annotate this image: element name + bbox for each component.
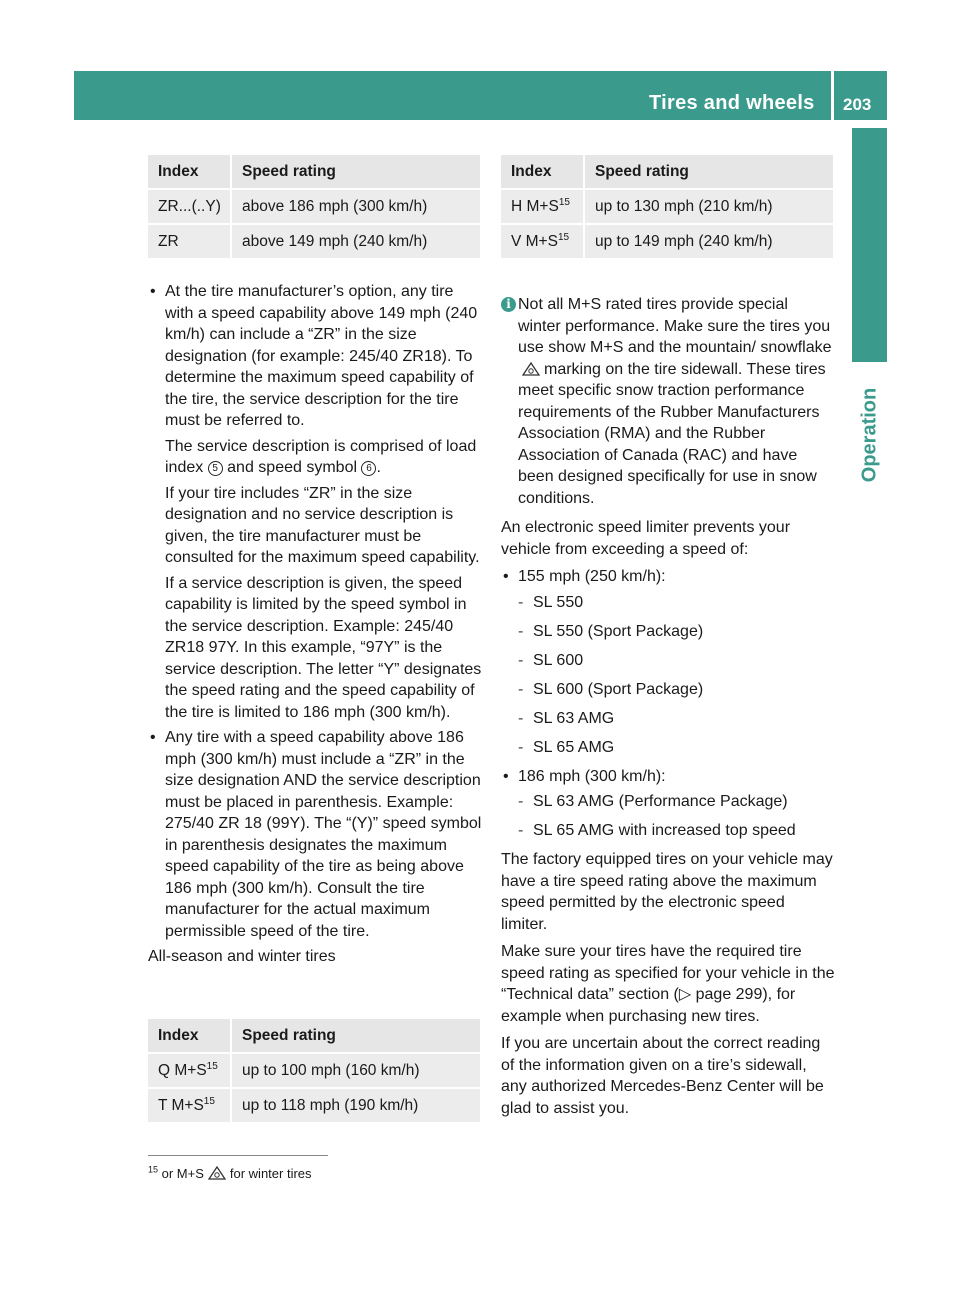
left-column bbox=[148, 281, 482, 974]
info-icon: i bbox=[501, 297, 516, 312]
list-item: - SL 65 AMG bbox=[518, 738, 615, 756]
col-speed: Speed rating bbox=[232, 1019, 480, 1054]
col-speed: Speed rating bbox=[232, 155, 480, 190]
list-item: - SL 600 bbox=[518, 651, 584, 669]
col-index: Index bbox=[501, 155, 585, 190]
list-item: - SL 63 AMG (Performance Package) bbox=[518, 793, 788, 810]
speed-rating-table-winter-2 bbox=[501, 155, 833, 260]
table-row: V $M+S^{15}$ up to 149 mph (240 km/h) bbox=[501, 225, 833, 260]
info-note: i Not all M+S rated tires provide special winter performance. Make sure the tires you use show M+S and the mountain/ snowflakemarking on the tire sidewall. These tires meet specific snow traction performance requirements of the Rubber Manufacturers Association (RMA) and the Rubber Association of Canada (RAC) and have been designed specifically for use in snow conditions. bbox=[501, 294, 835, 509]
page-ref-arrow-icon: ▷ bbox=[678, 986, 692, 1003]
list-item: - SL 63 AMG bbox=[518, 709, 615, 727]
mountain-snowflake-icon bbox=[208, 1166, 226, 1180]
right-column: i Not all M+S rated tires provide special winter performance. Make sure the tires you use show M+S and the mountain/ snowflakemarking on the tire sidewall. These tires meet specific snow traction performance requirements of the Rubber Manufacturers Association (RMA) and the Rubber Association of Canada (RAC) and have been designed specifically for use in snow conditions. An electronic speed limiter prevents your vehicle from exceeding a speed of: • 155 mph (250 km/h): - SL 550 - SL 550 (Sport Package) - SL 600 - SL 600 (Sport Package) - SL 63 AMG - SL 65 AMG • 186 mph (300 km/h): - SL 63 AMG (Performance Package) - SL 65 AMG with increased top speed The factory equipped tires on your vehicle may have a tire speed rating above the maximum speed permitted by the electronic speed limiter. Make sure your tires have the required tire speed rating as specified for your vehicle in the “Technical data” section (▷ page 299), for example when purchasing new tires. If you are uncertain about the correct reading of the information given on a tire’s sidewall, any authorized Mercedes-Benz Center will be glad to assist you. bbox=[501, 296, 835, 1117]
callout-6: 6 bbox=[361, 461, 376, 476]
section-title: Tires and wheels bbox=[649, 92, 815, 114]
col-speed: Speed rating bbox=[585, 155, 833, 190]
model-list-2 bbox=[501, 791, 835, 842]
speed-rating-table-zr bbox=[148, 155, 480, 260]
footnote-rule bbox=[148, 1155, 328, 1156]
page-number: 203 bbox=[843, 95, 872, 114]
list-item: • Any tire with a speed capability above 186 mph (300 km/h) must include a “ZR” in the size designation AND the service description must be placed in parenthesis. Example: 275/40 ZR 18 (99Y). The “(Y)” speed symbol in parenthesis designates the maximum speed capability of the tire as being above 186 mph (300 km/h). Consult the tire manufacturer for the actual maximum permissible speed of the tire. bbox=[150, 729, 482, 940]
table-row: T $M+S^{15}$ up to 118 mph (190 km/h) bbox=[148, 1089, 480, 1124]
table-row: ZR above 149 mph (240 km/h) bbox=[148, 225, 480, 260]
table-row: ZR...(..Y) above 186 mph (300 km/h) bbox=[148, 190, 480, 225]
footnote: $^{15}$ or M+S for winter tires bbox=[148, 1164, 312, 1181]
list-item: • At the tire manufacturer’s option, any tire with a speed capability above 149 mph (240 km/h) can include a “ZR” in the size designation (for example: 245/40 ZR18). To determine the maximum speed capability of the tire, the service description for the tire must be referred to. The service description is comprised of load index 5 and speed symbol 6 . If your tire includes “ZR” in the size designation and no service description is given, the tire manufacturer must be consulted for the maximum speed capability. If a service description is given, the speed capability is limited by the speed symbol in the service description. Example: 245/40 ZR18 97Y. In this example, “97Y” is the service description. The letter “Y” designates the speed rating and the speed capability of the tire is limited to 186 mph (300 km/h). bbox=[150, 283, 482, 721]
speed-rating-table-winter-1 bbox=[148, 1019, 480, 1124]
subheading: All-season and winter tires bbox=[148, 948, 336, 965]
callout-5: 5 bbox=[208, 461, 223, 476]
list-item: - SL 550 (Sport Package) bbox=[518, 622, 704, 640]
header-divider bbox=[831, 71, 834, 120]
list-item: - SL 65 AMG with increased top speed bbox=[518, 822, 796, 839]
list-item: - SL 600 (Sport Package) bbox=[518, 680, 704, 698]
col-index: Index bbox=[148, 1019, 232, 1054]
list-item: • 186 mph (300 km/h): bbox=[503, 767, 666, 785]
mountain-snowflake-icon bbox=[522, 362, 540, 376]
table-row: H $M+S^{15}$ up to 130 mph (210 km/h) bbox=[501, 190, 833, 225]
side-label: Operation bbox=[858, 387, 880, 483]
list-item: - SL 550 bbox=[518, 593, 584, 611]
list-item: • 155 mph (250 km/h): bbox=[503, 568, 666, 585]
side-tab bbox=[852, 128, 887, 362]
model-list-1 bbox=[501, 592, 835, 759]
col-index: Index bbox=[148, 155, 232, 190]
table-row: Q $M+S^{15}$ up to 100 mph (160 km/h) bbox=[148, 1054, 480, 1089]
